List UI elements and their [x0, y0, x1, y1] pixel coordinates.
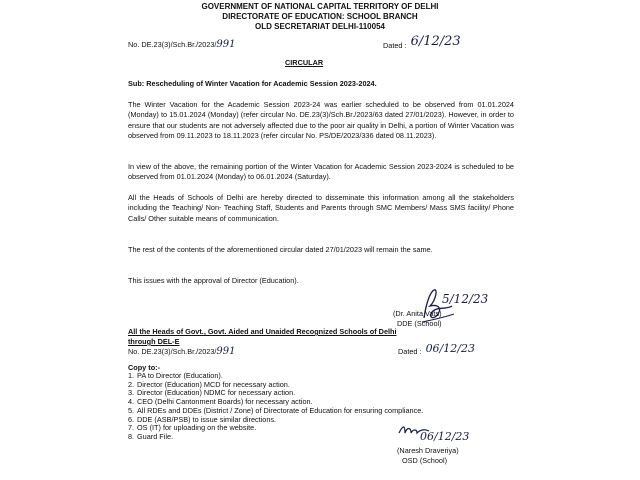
list-item: 8. Guard File. [128, 431, 174, 441]
list-item: 6. DDE (ASB/PSB) to issue similar directions. [128, 414, 277, 424]
paragraph-2: In view of the above, the remaining portion of the Winter Vacation for Academic Session 2023-2024 is scheduled to be observed from 01.01.2024 (Monday) to 06.01.2024 (Saturday). [128, 162, 514, 182]
addressee-line-2: through DEL-E [128, 337, 180, 346]
list-item: 2. Director (Education) MCD for necessary action. [128, 379, 290, 389]
reference-number-bottom [128, 347, 236, 357]
reference-number-printed: No. DE.23(3)/Sch.Br./2023/ [128, 40, 217, 49]
signature2-name: (Naresh Draveriya) [397, 446, 459, 455]
list-item: 5. All RDEs and DDEs (District / Zone) of Directorate of Education for ensuring compliance. [128, 405, 424, 415]
paragraph-3: All the Heads of Schools of Delhi are hereby directed to disseminate this information among all the stakeholders including the Teaching/ Non- Teaching Staff, Students and Parents through SMC Members/ Mass SMS facility/ Phone Calls/ Other suitable means of communication. [128, 193, 514, 223]
dated-label: Dated : [398, 347, 422, 356]
dated-handwritten: 6/12/23 [410, 34, 461, 49]
header-line-3: OLD SECRETARIAT DELHI-110054 [255, 22, 385, 31]
signature1-name: (Dr. Anita Vats) [393, 309, 442, 318]
header-line-1: GOVERNMENT OF NATIONAL CAPITAL TERRITORY OF DELHI [201, 2, 439, 11]
signature2-designation: OSD (School) [402, 456, 448, 465]
header-line-2: DIRECTORATE OF EDUCATION: SCHOOL BRANCH [222, 12, 418, 21]
dated-handwritten: 06/12/23 [425, 342, 475, 355]
reference-number-handwritten: 991 [216, 39, 236, 50]
copy-to-label: Copy to:- [128, 363, 161, 372]
paragraph-5: This issues with the approval of Director (Education). [128, 276, 299, 285]
list-item: 7. OS (IT) for uploading on the website. [128, 423, 257, 433]
list-item: 1. PA to Director (Education). [128, 371, 223, 380]
reference-number-printed: No. DE.23(3)/Sch.Br./2023/ [128, 347, 217, 356]
circular-label: CIRCULAR [285, 58, 324, 67]
dated-label: Dated : [383, 41, 407, 50]
dated-top [383, 34, 461, 51]
signature1-designation: DDE (School) [397, 319, 442, 328]
reference-number-top [128, 40, 236, 50]
paragraph-4: The rest of the contents of the aforementioned circular dated 27/01/2023 will remain the same. [128, 245, 433, 254]
paragraph-1: The Winter Vacation for the Academic Session 2023-24 was earlier scheduled to be observed from 01.01.2024 (Monday) to 15.01.2024 (Monday) (refer circular No. DE.23(3)/Sch.Br./2023/63 dated 27/01/2023). However, in order to ensure that our students are not adversely affected due to the poor air quality in Delhi, a portion of Winter Vacation was observed from 09.11.2023 to 18.11.2023 (refer circular No. PS/DE/2023/336 dated 08.11.2023). [128, 100, 514, 140]
reference-number-handwritten: 991 [216, 346, 236, 357]
list-item: 3. Director (Education) NDMC for necessary action. [128, 388, 296, 398]
addressee-line-1: All the Heads of Govt., Govt. Aided and Unaided Recognized Schools of Delhi [128, 327, 397, 336]
signature2-handwritten-date: 06/12/23 [420, 430, 470, 443]
subject-line: Sub: Rescheduling of Winter Vacation for Academic Session 2023-2024. [128, 79, 377, 88]
list-item: 4. CEO (Delhi Cantonment Boards) for necessary action. [128, 397, 313, 407]
signature1-handwritten-date: 5/12/23 [442, 292, 489, 306]
dated-bottom [398, 342, 475, 357]
